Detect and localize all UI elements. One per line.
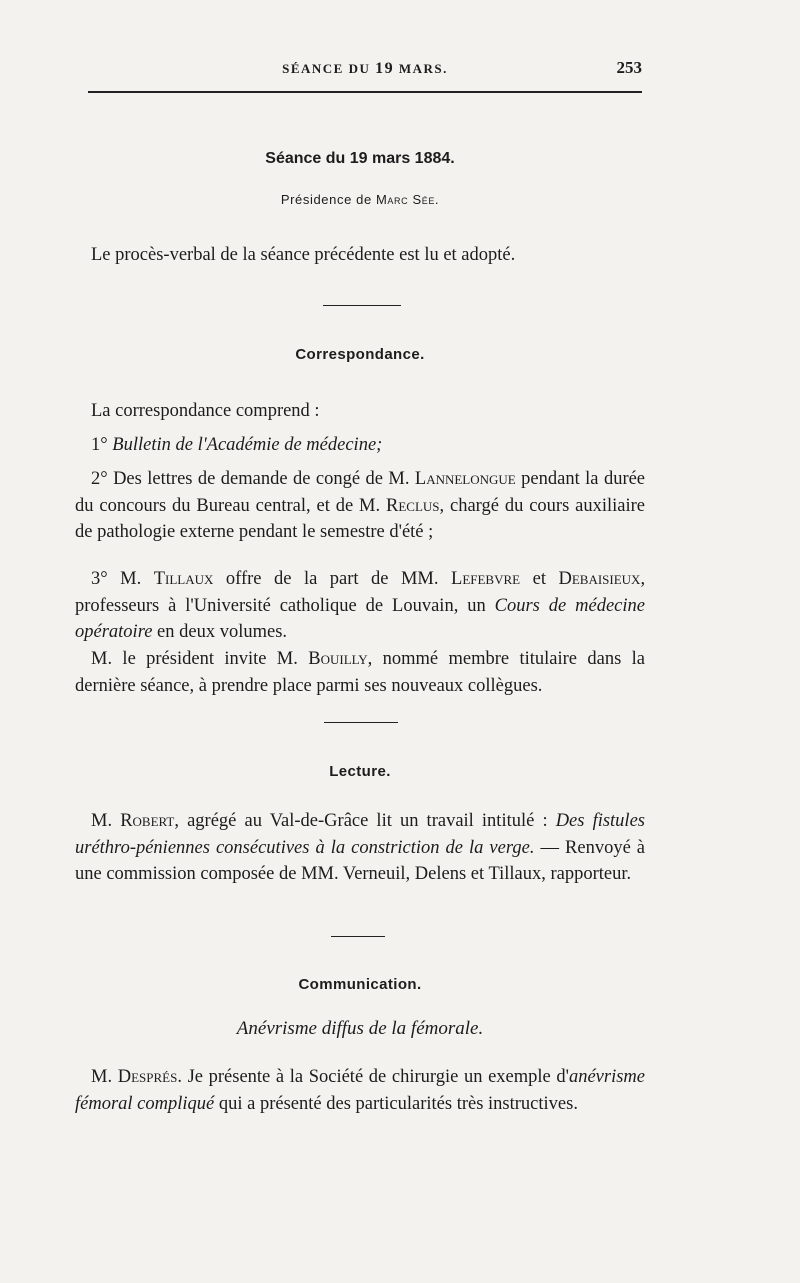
- item-text: offre de la part de MM.: [225, 569, 439, 589]
- separator-rule: [323, 305, 401, 306]
- correspondance-item-1: [75, 432, 645, 459]
- item-text: pendant la durée du concours du Bureau central, et de M.: [75, 469, 646, 516]
- presidence-prefix: Présidence de: [280, 192, 372, 207]
- president-name: Marc Sée.: [376, 192, 440, 207]
- item-text: M. le président invite M.: [91, 649, 298, 669]
- person-name: Bouilly: [308, 649, 368, 669]
- item-text: qui a présenté des particularités très instructives.: [218, 1093, 578, 1114]
- item-text: 3° M.: [91, 569, 142, 589]
- president-invitation: [75, 646, 645, 699]
- page-number: 253: [616, 58, 642, 77]
- section-heading-lecture: Lecture.: [329, 763, 391, 780]
- running-title-day: 19: [375, 60, 395, 77]
- communication-paragraph: [75, 1064, 645, 1117]
- proces-verbal: Le procès-verbal de la séance précédente est lu et adopté.: [91, 245, 516, 265]
- correspondance-item-3: [75, 566, 645, 646]
- item-text: . Je présente à la Société de chirurgie un exemple d': [177, 1067, 569, 1087]
- item-text: 2° Des lettres de demande de congé de M.: [91, 469, 410, 489]
- header-rule: [88, 91, 642, 93]
- section-heading-communication: Communication.: [298, 976, 422, 993]
- section-heading-correspondance: Correspondance.: [295, 346, 425, 363]
- item-text: , agrégé au Val-de-Grâce lit un travail intitulé :: [174, 811, 548, 831]
- running-title: [88, 60, 642, 78]
- item-text: Bulletin de l'Académie de médecine;: [112, 435, 383, 455]
- correspondance-intro: La correspondance comprend :: [91, 401, 320, 421]
- item-number: 1°: [91, 435, 108, 455]
- item-text: , nommé membre titulaire dans la dernière séance, à prendre place parmi ses nouveaux collègues.: [75, 649, 645, 696]
- item-text: , chargé du cours auxiliaire de pathologie externe pendant le semestre d'été ;: [75, 495, 645, 542]
- separator-rule: [324, 722, 398, 723]
- item-text: , professeurs à l'Université catholique de Louvain, un: [75, 569, 646, 616]
- presidence-line: [75, 192, 645, 207]
- running-title-text: SÉANCE DU: [282, 61, 371, 76]
- person-name: Reclus: [386, 495, 440, 516]
- person-name: Lannelongue: [414, 469, 516, 489]
- person-name: Debaisieux: [558, 569, 641, 589]
- item-text: M.: [91, 1067, 113, 1087]
- seance-title: Séance du 19 mars 1884.: [265, 150, 455, 167]
- running-title-month: MARS.: [398, 61, 448, 76]
- work-title: Des fistules uréthro-péniennes consécutives à la constriction de la verge.: [75, 811, 645, 858]
- separator-rule: [331, 936, 385, 937]
- person-name: Tillaux: [153, 569, 214, 589]
- person-name: Després: [117, 1067, 178, 1087]
- person-name: Robert: [120, 811, 175, 831]
- item-text: M.: [91, 811, 113, 831]
- running-header: [88, 56, 642, 80]
- emphasized-term: anévrisme fémoral compliqué: [75, 1067, 645, 1114]
- person-name: Lefebvre: [451, 569, 521, 589]
- correspondance-item-2: [75, 466, 645, 546]
- item-text: en deux volumes.: [157, 622, 288, 642]
- item-text: — Renvoyé à une commission composée de MM. Verneuil, Delens et Tillaux, rapporteur.: [75, 837, 646, 884]
- communication-subtitle: Anévrisme diffus de la fémorale.: [236, 1018, 484, 1039]
- lecture-paragraph: [75, 808, 645, 888]
- book-title: Cours de médecine opératoire: [75, 595, 645, 642]
- item-text: et: [532, 569, 546, 589]
